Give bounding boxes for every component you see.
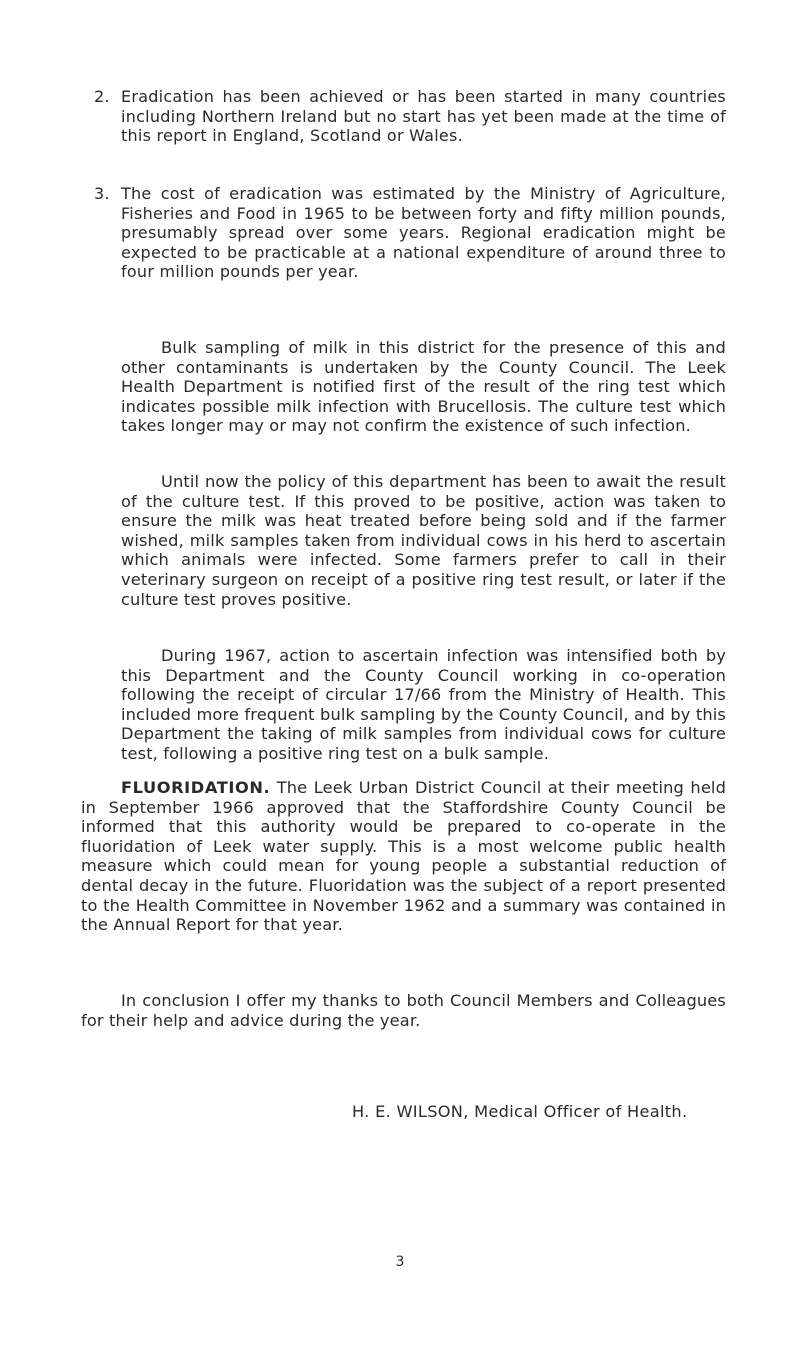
paragraph-policy bbox=[121, 472, 726, 609]
paragraph-text: Until now the policy of this department has been to await the result of the culture test. If this proved to be positive, action was taken to ensure the milk was heat treated before being sold and if the farmer wished, milk samples taken from individual cows in his herd to ascertain which animals were infected. Some farmers prefer to call in their veterinary surgeon on receipt of a positive ring test result, or later if the culture test proves positive. bbox=[121, 472, 726, 609]
paragraph-bulk-sampling bbox=[121, 338, 726, 436]
fluoridation-heading: FLUORIDATION. bbox=[121, 778, 271, 797]
page-number: 3 bbox=[395, 1254, 405, 1270]
item-text: The cost of eradication was estimated by the Ministry of Agriculture, Fisheries and Food in 1965 to be between forty and fifty million pounds, presumably spread over some years. Regional eradication might be expected to be practicable at a national expenditure of around three to four million pounds per year. bbox=[121, 184, 726, 282]
signature-line: H. E. WILSON, Medical Officer of Health. bbox=[352, 1102, 688, 1121]
numbered-item-3 bbox=[94, 184, 726, 282]
paragraph-text: In conclusion I offer my thanks to both Council Members and Colleagues for their help and advice during the year. bbox=[81, 991, 726, 1030]
paragraph-fluoridation bbox=[81, 778, 726, 935]
paragraph-during-1967 bbox=[121, 646, 726, 764]
paragraph-text: Bulk sampling of milk in this district for the presence of this and other contaminants is undertaken by the County Council. The Leek Health Department is notified first of the result of the ring test which indicates possible milk infection with Brucellosis. The culture test which takes longer may or may not confirm the existence of such infection. bbox=[121, 338, 726, 436]
fluoridation-text: The Leek Urban District Council at their meeting held in September 1966 approved that the Staffordshire County Council be informed that this authority would be prepared to co-operate in the fluoridation of Leek water supply. This is a most welcome public health measure which could mean for young people a substantial reduction of dental decay in the future. Fluoridation was the subject of a report presented to the Health Committee in November 1962 and a summary was contained in the Annual Report for that year. bbox=[81, 778, 727, 935]
item-number: 2. bbox=[94, 87, 110, 106]
item-text: Eradication has been achieved or has been started in many countries including Northern Ireland but no start has yet been made at the time of this report in England, Scotland or Wales. bbox=[121, 87, 726, 146]
paragraph-text: During 1967, action to ascertain infection was intensified both by this Department and the County Council working in co-operation following the receipt of circular 17/66 from the Ministry of Health. This included more frequent bulk sampling by the County Council, and by this Department the taking of milk samples from individual cows for culture test, following a positive ring test on a bulk sample. bbox=[121, 646, 726, 763]
paragraph-conclusion bbox=[81, 991, 726, 1030]
numbered-item-2 bbox=[94, 87, 726, 146]
item-number: 3. bbox=[94, 184, 110, 203]
